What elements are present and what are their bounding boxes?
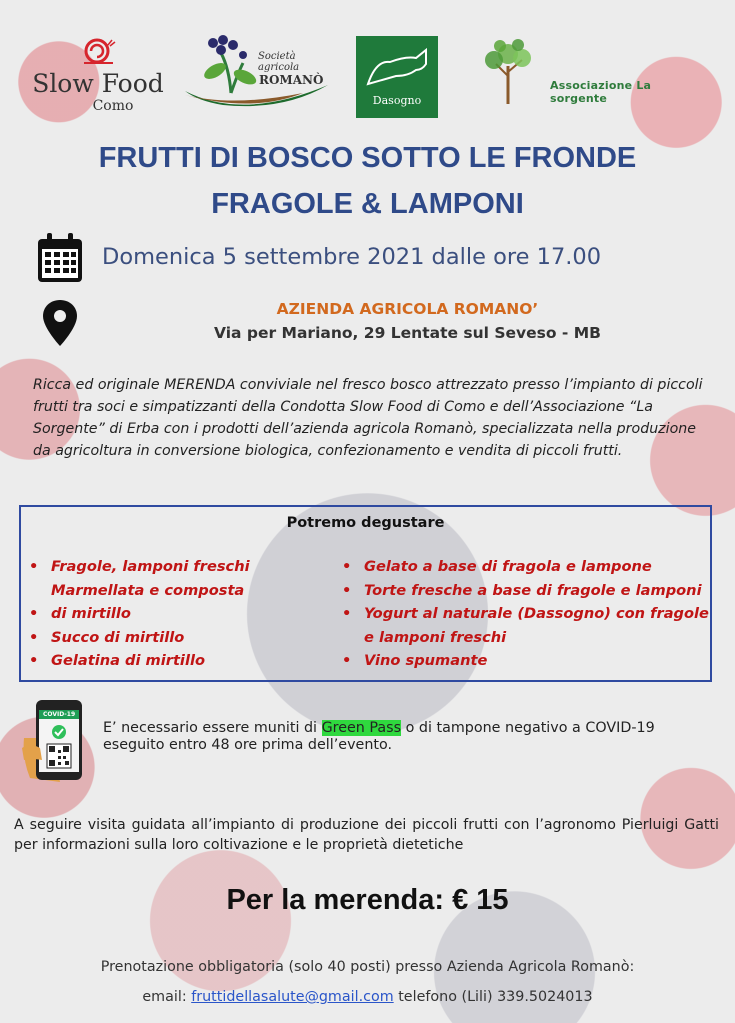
list-item: Marmellata e composta	[51, 581, 245, 599]
romano-line2: ROMANÒ	[259, 73, 324, 87]
phone-contact: telefono (Lili) 339.5024013	[393, 989, 593, 1005]
phone-qr-icon	[20, 698, 94, 782]
price: Per la merenda: € 15	[226, 884, 509, 916]
green-pass-before: E’ necessario essere muniti di	[103, 720, 322, 736]
dassogno-logo	[356, 36, 438, 118]
romano-line1: Società agricola	[258, 51, 300, 73]
event-date: Domenica 5 settembre 2021 dalle ore 17.00	[102, 244, 602, 270]
list-item: • Yogurt al naturale (Dassogno) con fragole	[364, 602, 709, 626]
tree-icon	[470, 36, 548, 106]
snail-icon	[80, 38, 116, 66]
slow-food-logo	[28, 38, 168, 114]
la-sorgente-logo	[470, 36, 710, 106]
list-item: e lamponi freschi	[364, 628, 507, 646]
calendar-icon	[37, 233, 83, 283]
tasting-box	[19, 505, 712, 682]
dassogno-name: Dasogno	[372, 94, 422, 107]
sub-title: FRAGOLE & LAMPONI	[211, 188, 524, 220]
list-item: • Vino spumante	[364, 649, 709, 673]
list-item: • Fragole, lamponi freschi	[51, 555, 250, 579]
description-part1: Ricca ed originale	[33, 377, 165, 393]
la-sorgente-name: Associazione La sorgente	[550, 79, 652, 105]
tasting-list-left	[51, 555, 250, 673]
list-item: • Succo di mirtillo	[51, 626, 250, 650]
list-item: • di mirtillo	[51, 602, 250, 626]
green-pass-notice	[103, 720, 718, 754]
list-item: • Torte fresche a base di fragole e lamponi	[364, 579, 709, 603]
description-merenda: MERENDA	[164, 377, 236, 393]
romano-logo	[183, 33, 331, 109]
email-label: email:	[142, 989, 192, 1005]
cow-icon	[356, 36, 438, 96]
contact-line	[0, 989, 735, 1005]
list-item: • Gelato a base di fragola e lampone	[364, 555, 709, 579]
main-title: FRUTTI DI BOSCO SOTTO LE FRONDE	[98, 142, 637, 174]
tasting-list-right	[364, 555, 709, 673]
description-part2: conviviale nel fresco bosco attrezzato presso l’impianto di piccoli frutti tra soci e simpatizzanti della Condotta Slow Food di Como e dell’Associazione “La Sorgente” di Erba con i prodotti dell’azienda agricola Romanò, specializzata nella produzione da agricoltura in conversione biologica, confezionamento e vendita di piccoli frutti.	[33, 377, 703, 459]
slow-food-name: Slow Food	[32, 69, 164, 98]
green-pass-highlight: Green Pass	[321, 720, 402, 736]
description	[33, 374, 713, 462]
phone-label: COVID-19	[43, 711, 76, 718]
guided-visit-text: A seguire visita guidata all’impianto di produzione dei piccoli frutti con l’agronomo Pierluigi Gatti per informazioni sulla loro coltivazione e le proprietà dietetiche	[14, 817, 719, 853]
booking-note: Prenotazione obbligatoria (solo 40 posti) presso Azienda Agricola Romanò:	[100, 959, 635, 975]
place-address: Via per Mariano, 29 Lentate sul Seveso - MB	[214, 324, 601, 342]
tasting-title: Potremo degustare	[286, 515, 445, 531]
green-pass-after: o di tampone negativo a COVID-19 eseguito entro 48 ore prima dell’evento.	[103, 720, 655, 753]
place-name: AZIENDA AGRICOLA ROMANO’	[276, 300, 539, 318]
list-item: • Gelatina di mirtillo	[51, 649, 250, 673]
slow-food-city: Como	[92, 98, 134, 114]
email-link[interactable]: fruttidellasalute@gmail.com	[191, 989, 394, 1005]
